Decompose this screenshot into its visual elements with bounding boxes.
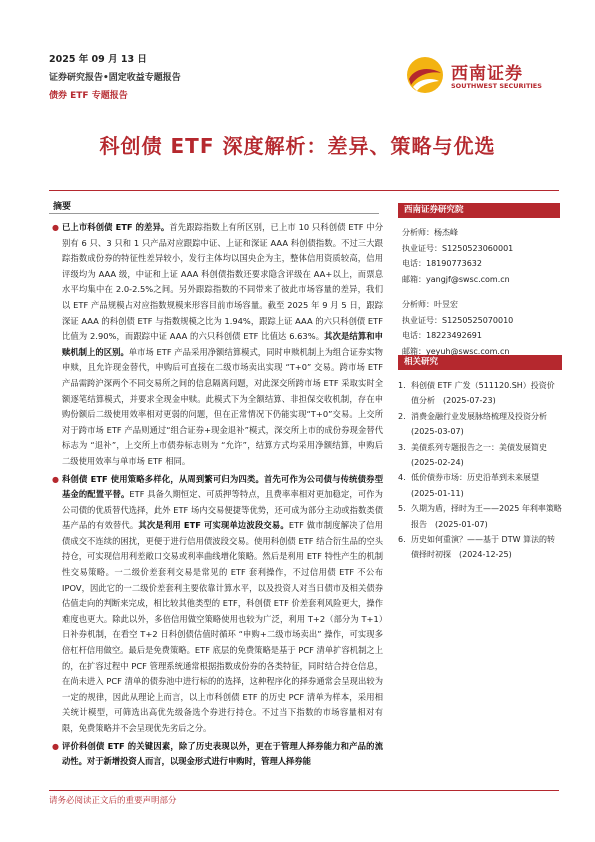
southwest-securities-logo (405, 55, 555, 97)
abstract-heading: 摘要 (53, 202, 72, 212)
paragraph-body: ETF 具备久期恒定、可质押等特点，且费率率相对更加稳定，可作为公司债的优质替代选择，此外 ETF 场内交易便捷等优势，还可成为部分主动或指数类债基产品的有效替代。 (62, 489, 383, 531)
paragraph-body-2: ETF 做市制度解决了信用债成交不连续的困扰，更便于进行信用债波段交易。使用科创债 ETF 结合衍生品的空头持仓，可实现信用利差敞口交易或利率曲线增化策略。然后是利用 ETF 特性产生的机制性交易策略。一二级价差套利交易是常见的 ETF 套利操作，不过信用债 ETF 不公布 IPOV，因此它的一二级价差套利主要依靠计算水平，以及投资人对当日债市及相关债券估值走向的判断来完成，相比较其他类型的 ETF，科创债 ETF 价差套利风险更大，操作难度也更大。除此以外，多倍信用做空策略使用也较为广泛，利用 T+2（部分为 T+1）日补券机制，在看空 T+2 日科创债估值时循环 “申购+二级市场卖出” 操作，可实现多倍杠杆信用做空。最后是免费策略。ETF 底层的免费策略是基于 PCF 清单扩容机制之上的，在扩容过程中 PCF 管理系统通常根据指数成份券的各类特征，同时结合持仓信息，在尚未进入 PCF 清单的债券池中进行标的的选择，这种程序化的择券通常会呈现出较为一定的规律，因此从理论上而言，以上市科创债 ETF 的历史 PCF 清单为样本，采用相关统计模型，可筛选出高优先级备选个券进行持仓。不过当下指数的市场容量相对有限，免费策略并不会呈现优先劣后之分。 (62, 520, 383, 733)
paragraph-lead: 评价科创债 ETF 的关键因素，除了历史表现以外，更在于管理人择券能力和产品的流动性。 (62, 740, 383, 767)
logo-text-en: SOUTHWEST SECURITIES (451, 82, 542, 90)
related-heading: 相关研究 (398, 355, 562, 370)
analyst-name: 分析师：杨杰峰 (402, 228, 458, 237)
related-item-text: 消费金融行业发展脉络梳理及投资分析 (2025-03-07) (411, 411, 555, 437)
related-item[interactable] (398, 409, 562, 440)
abstract-divider (49, 213, 379, 214)
institute-panel (398, 203, 560, 218)
paragraph-body-2: 单市场 ETF 产品采用净额结算模式，同时申赎机制上为组合证券实物申赎，且允许现金替代，申购后可直接在二级市场卖出实现 “T+0” 交易。跨市场 ETF 产品需跨沪深两个不同交易所之间的信息隔离问题，对此深交所跨市场 ETF 采取实时全额逐笔结算模式，并要求全现金申赎。此模式下为全额结算、非担保交收机制，存在申购份额后二级使用效率相对更弱的问题，但在正常情况下仍能实现“T+0”交易。上交所对于跨市场 ETF 产品则通过“组合证券+现金退补”模式，深交所上市的成份券现金替代标志为 “退补”，上交所上市债券标志则为 “允许”，结算方式均采用净额结算，申购后二级使用效率与单市场 ETF 相同。 (62, 346, 383, 466)
analyst-license: 执业证号：S1250525070010 (402, 315, 514, 325)
logo-text-cn: 西南证券 (451, 64, 523, 84)
logo-emblem-icon (405, 55, 445, 95)
related-item-num: 2. (398, 411, 406, 421)
related-item-text: 低价债券市场：历史沿革到未来展望 (2025-01-11) (411, 473, 547, 498)
footer-disclaimer: 请务必阅读正文后的重要声明部分 (49, 796, 177, 806)
analyst-phone: 电话：18190773632 (402, 259, 482, 268)
paragraph-body: 首先跟踪指数上有所区别，已上市 10 只科创债 ETF 中分别有 6 只、3 只和 1 只产品对应跟踪中证、上证和深证 AAA 科创债指数。不过三大跟踪指数成份券的特征性差异较小，发行主体均以国央企为主，整体信用资质较高，信用评级均为 AAA 级，中证和上证 AAA 科创债指数还要求隐含评级在 AA+以上，而票息水平均集中在 2.0-2.5%之间。另外跟踪指数的不同带来了彼此市场容量的差异，我们以 ETF 产品规模占对应指数规模来形容目前市场容量。截至 2025 年 9 月 5 日，跟踪深证 AAA 的科创债 ETF 与指数规模之比为 1.94%，跟踪上证 AAA 的六只科创债 ETF 比值为 2.90%，而跟踪中证 AAA 的六只科创债 ETF 比值达 6.63%。 (62, 222, 383, 342)
abstract-paragraph (52, 472, 383, 737)
paragraph-body: 对于新增投资人而言，以现金形式进行申购时，管理人择券能 (86, 756, 311, 767)
title-divider (49, 190, 559, 191)
analyst-phone: 电话：18223492691 (402, 331, 482, 340)
analyst-list (402, 225, 562, 359)
paragraph-lead: 已上市科创债 ETF 的差异。 (62, 222, 170, 232)
institute-heading: 西南证券研究院 (398, 203, 560, 218)
report-date: 2025 年 09 月 13 日 (49, 54, 147, 65)
related-item-num: 1. (398, 381, 406, 390)
report-title: 科创债 ETF 深度解析：差异、策略与优选 (99, 134, 496, 158)
related-list (398, 378, 562, 563)
related-item-text: 历史如何重演？——基于 DTW 算法的转债择时初探 (2024-12-25) (411, 535, 556, 560)
related-item-text: 科创债 ETF 广发（511120.SH）投资价值分析 (2025-07-23) (411, 381, 555, 406)
related-item-num: 3. (398, 442, 406, 452)
report-series: 债券 ETF 专题报告 (49, 91, 128, 101)
analyst-license: 执业证号：S1250523060001 (402, 243, 514, 253)
bullet-icon: ● (52, 474, 59, 484)
abstract-body (52, 220, 383, 772)
related-item-text: 美债系列专题报告之一：美债发展简史 (2025-02-24) (411, 442, 555, 468)
analyst-email[interactable]: 邮箱：yangjf@swsc.com.cn (402, 274, 510, 284)
related-item-num: 6. (398, 535, 406, 545)
paragraph-lead-2: 其次是利用 ETF 可实现单边波段交易。 (138, 520, 289, 531)
abstract-paragraph (52, 220, 383, 470)
paragraph-lead-2: 其次是结算和申赎机制上的区别。 (62, 331, 383, 357)
related-item-num: 4. (398, 473, 406, 483)
related-item[interactable] (398, 532, 562, 563)
paragraph-lead: 科创债 ETF 使用策略多样化，从周到繁可归为四类。首先可作为公司债与传统债券型基金的配置平替。 (62, 473, 383, 500)
analyst-email[interactable]: 邮箱：yeyuh@swsc.com.cn (402, 346, 510, 356)
related-item-num: 5. (398, 504, 406, 514)
related-item[interactable] (398, 501, 562, 532)
report-type: 证券研究报告•固定收益专题报告 (49, 73, 181, 83)
footer-divider (49, 790, 559, 791)
related-item[interactable] (398, 470, 562, 501)
bullet-icon: ● (52, 223, 59, 232)
related-item[interactable] (398, 440, 562, 471)
related-item-text: 久期为盾，择时为王——2025 年利率策略报告 (2025-01-07) (411, 504, 562, 529)
abstract-paragraph (52, 739, 383, 770)
related-item[interactable] (398, 378, 562, 409)
bullet-icon: ● (52, 741, 59, 751)
related-research (398, 355, 562, 563)
analyst-name: 分析师：叶昱宏 (402, 300, 458, 309)
